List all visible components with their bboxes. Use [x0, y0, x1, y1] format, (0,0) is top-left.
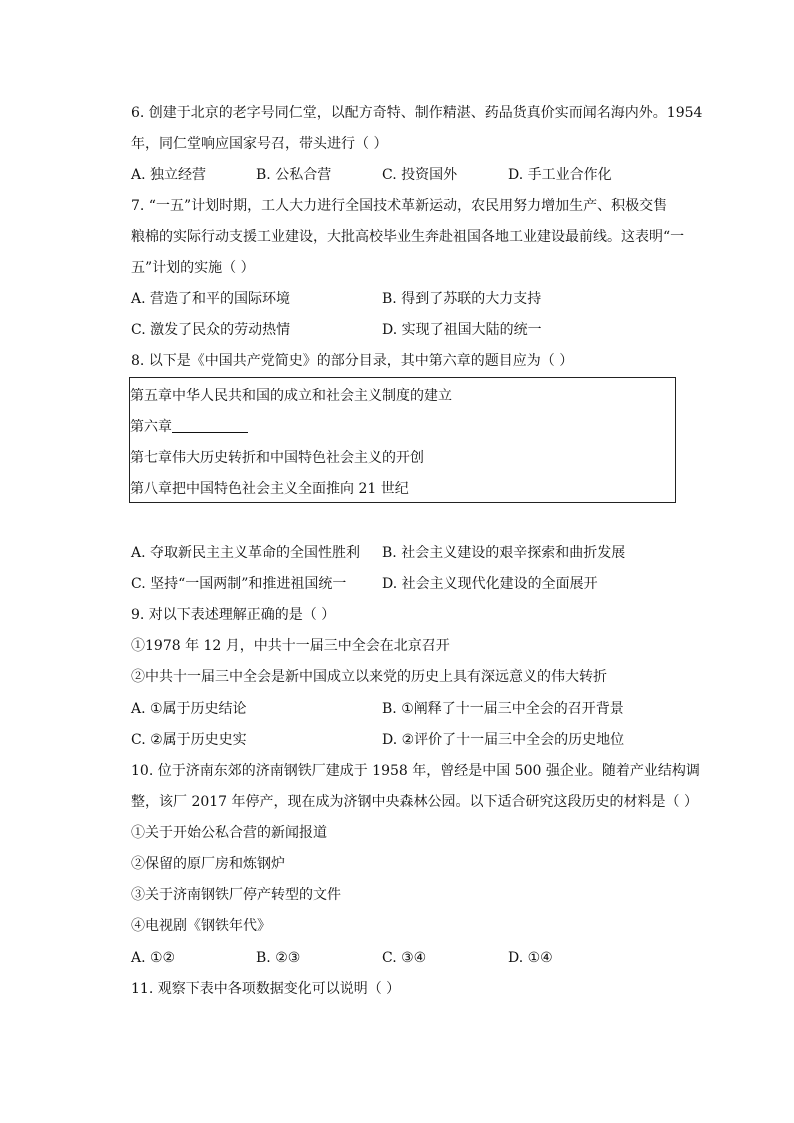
q6-option-b[interactable]: B. 公私合营	[256, 167, 332, 183]
q8-stem: 8. 以下是《中国共产党简史》的部分目录，其中第六章的题目应为（ ）	[131, 353, 574, 369]
q8-chapter-5: 第五章中华人民共和国的成立和社会主义制度的建立	[130, 388, 452, 404]
q10-item-1: ①关于开始公私合营的新闻报道	[131, 825, 327, 841]
q10-stem-line2: 整，该厂 2017 年停产，现在成为济钢中央森林公园。以下适合研究这段历史的材料是（ ）	[131, 794, 698, 810]
q6-stem-line2: 年，同仁堂响应国家号召，带头进行（ ）	[131, 136, 388, 152]
q9-statement-2: ②中共十一届三中全会是新中国成立以来党的历史上具有深远意义的伟大转折	[131, 669, 607, 685]
q8-chapter-6-label: 第六章	[130, 419, 172, 435]
q11-stem: 11. 观察下表中各项数据变化可以说明（ ）	[131, 981, 401, 997]
q9-option-b[interactable]: B. ①阐释了十一届三中全会的召开背景	[382, 701, 624, 717]
q10-option-b[interactable]: B. ②③	[256, 950, 301, 966]
q8-chapter-8: 第八章把中国特色社会主义全面推向 21 世纪	[130, 481, 409, 497]
q6-stem-line1: 6. 创建于北京的老字号同仁堂，以配方奇特、制作精湛、药品货真价实而闻名海内外。1954	[131, 105, 703, 121]
q6-option-d[interactable]: D. 手工业合作化	[508, 167, 612, 183]
q8-chapter-6	[130, 417, 248, 437]
q7-option-d[interactable]: D. 实现了祖国大陆的统一	[382, 322, 542, 338]
q10-option-d[interactable]: D. ①④	[508, 950, 553, 966]
q9-option-d[interactable]: D. ②评价了十一届三中全会的历史地位	[382, 732, 625, 748]
q10-item-2: ②保留的原厂房和炼钢炉	[131, 856, 285, 872]
q8-contents-box	[129, 377, 676, 503]
q7-stem-line2: 粮棉的实际行动支援工业建设，大批高校毕业生奔赴祖国各地工业建设最前线。这表明“一	[131, 229, 685, 245]
q8-option-a[interactable]: A. 夺取新民主主义革命的全国性胜利	[131, 545, 361, 561]
q9-stem: 9. 对以下表述理解正确的是（ ）	[131, 607, 336, 623]
q9-option-c[interactable]: C. ②属于历史史实	[131, 732, 247, 748]
q7-stem-line1: 7. “一五”计划时期，工人大力进行全国技术革新运动，农民用努力增加生产、积极交售	[131, 198, 668, 214]
q6-option-a[interactable]: A. 独立经营	[131, 167, 207, 183]
q8-chapter-6-blank	[172, 418, 248, 433]
q9-statement-1: ①1978 年 12 月，中共十一届三中全会在北京召开	[131, 638, 450, 654]
q7-option-b[interactable]: B. 得到了苏联的大力支持	[382, 291, 542, 307]
q8-option-d[interactable]: D. 社会主义现代化建设的全面展开	[382, 576, 598, 592]
q8-option-c[interactable]: C. 坚持“一国两制”和推进祖国统一	[131, 576, 347, 592]
q6-option-c[interactable]: C. 投资国外	[382, 167, 458, 183]
q7-option-c[interactable]: C. 激发了民众的劳动热情	[131, 322, 291, 338]
q10-item-3: ③关于济南钢铁厂停产转型的文件	[131, 887, 341, 903]
q8-option-b[interactable]: B. 社会主义建设的艰辛探索和曲折发展	[382, 545, 626, 561]
q10-option-c[interactable]: C. ③④	[382, 950, 427, 966]
q10-option-a[interactable]: A. ①②	[131, 950, 176, 966]
q7-option-a[interactable]: A. 营造了和平的国际环境	[131, 291, 291, 307]
q7-stem-line3: 五”计划的实施（ ）	[131, 260, 255, 276]
q10-stem-line1: 10. 位于济南东郊的济南钢铁厂建成于 1958 年，曾经是中国 500 强企业。随着产业结构调	[131, 763, 700, 779]
q10-item-4: ④电视剧《钢铁年代》	[131, 918, 271, 934]
q8-chapter-7: 第七章伟大历史转折和中国特色社会主义的开创	[130, 450, 424, 466]
q9-option-a[interactable]: A. ①属于历史结论	[131, 701, 247, 717]
